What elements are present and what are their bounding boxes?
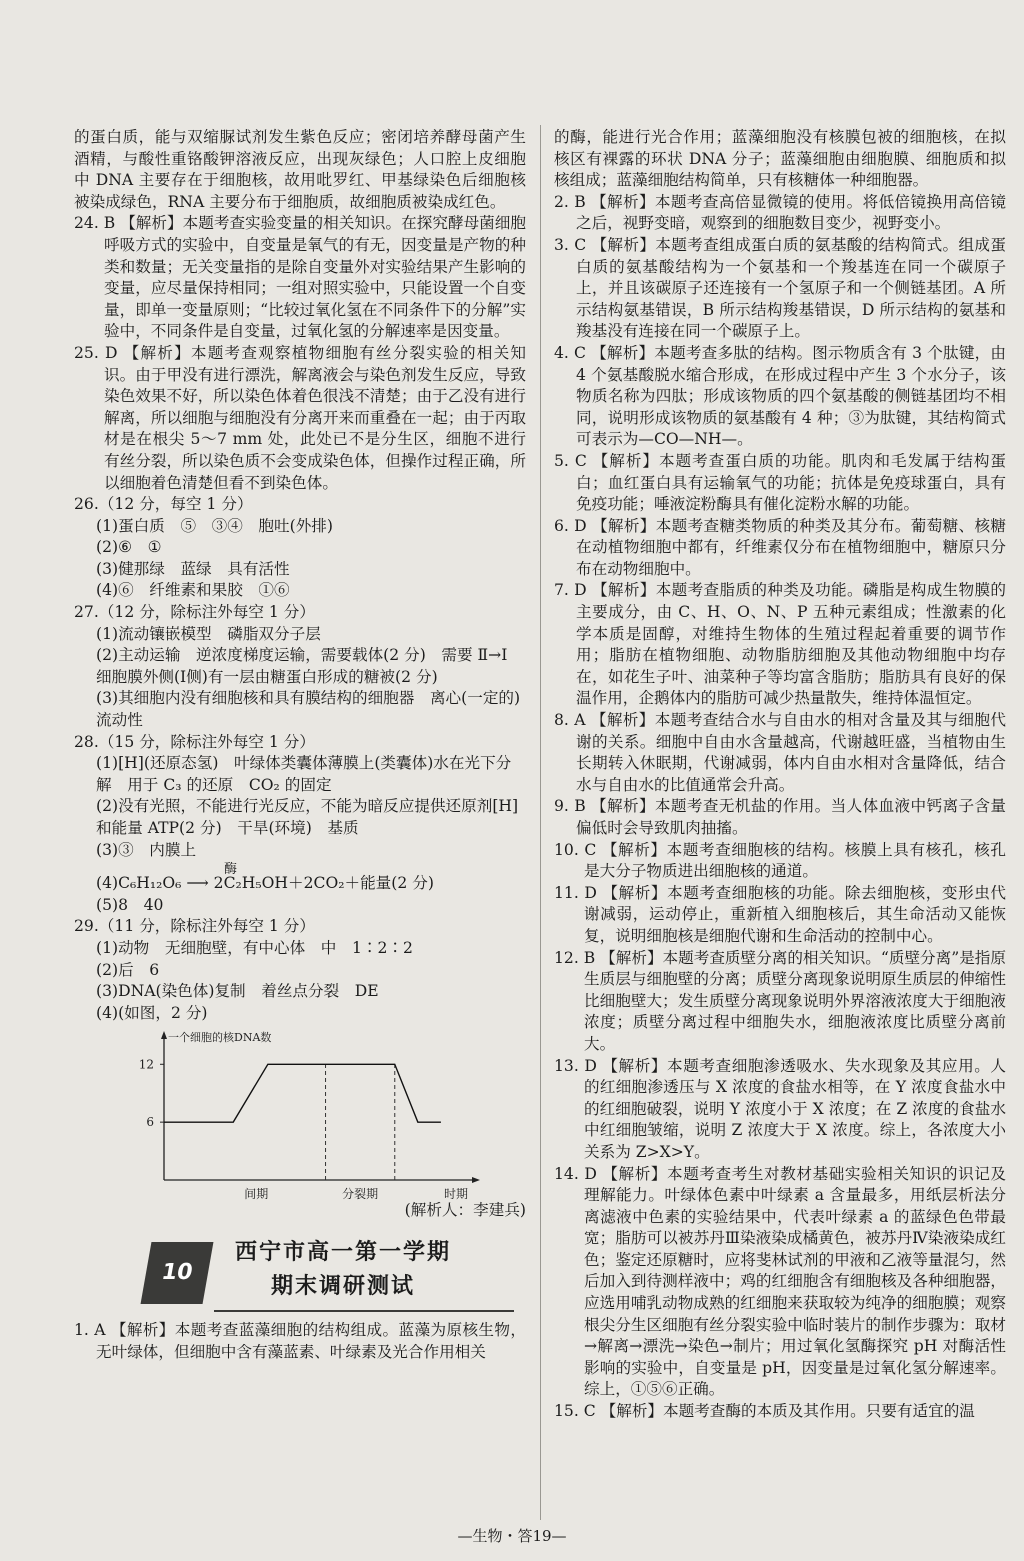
x-label-division: 分裂期 [342,1187,379,1201]
answer-29-heading: 29.（11 分，除标注外每空 1 分） [74,917,315,936]
answer-27-line: (3)其细胞内没有细胞核和具有膜结构的细胞器 离心(一定的)流动性 [96,689,521,730]
answer-9: 9. B 【解析】本题考查无机盐的作用。当人体血液中钙离子含量偏低时会导致肌肉抽搐。 [554,797,1006,837]
answer-10: 10. C 【解析】本题考查细胞核的结构。核膜上具有核孔，核孔是大分子物质进出细胞核的通道。 [554,840,1006,881]
analyst-credit: (解析人：李建兵) [404,1201,526,1220]
answer-29-line: (3)DNA(染色体)复制 着丝点分裂 DE [96,982,379,1001]
section-title-line2: 期末调研测试 [270,1273,415,1299]
answer-28-line: (3)③ 内膜上 [96,840,197,859]
answer-27-heading: 27.（12 分，除标注外每空 1 分） [74,603,315,622]
right-column [554,127,1006,1423]
section-underline [214,1310,514,1312]
answer-26-line: (2)⑥ ① [96,538,162,557]
answer-4: 4. C 【解析】本题考查多肽的结构。图示物质含有 3 个肽键，由 4 个氨基酸脱水缩合形成，在形成过程中产生 3 个水分子，该物质名称为四肽；形成该物质的四个氨基酸的侧链基团均不相同，说明形成该物质的氨基酸有 4 种；③为肽键，其结构简式可表示为—CO—NH—。 [554,343,1006,449]
left-column [74,127,526,1363]
answer-26-line: (3)健那绿 蓝绿 具有活性 [96,559,290,578]
answer-27-line: (2)主动运输 逆浓度梯度运输，需要载体(2 分) 需要 Ⅱ→Ⅰ 细胞膜外侧(Ⅰ侧)有一层由糖蛋白形成的糖被(2 分) [96,646,523,686]
answer-26-line: (1)蛋白质 ⑤ ③④ 胞吐(外排) [96,516,333,535]
answer-26-line: (4)⑥ 纤维素和果胶 ①⑥ [96,581,290,600]
dna-chart-svg [74,1030,526,1200]
section-banner [74,1236,526,1316]
answer-8: 8. A 【解析】本题考查结合水与自由水的相对含量及其与细胞代谢的关系。细胞中自由水含量越高，代谢越旺盛，当植物由生长期转入休眠期，代谢减弱，体内自由水相对含量降低，结合水与自由水的比值通常会升高。 [554,711,1006,794]
answer-29-line: (4)(如图，2 分) [96,1003,208,1022]
q1-continuation: 的酶，能进行光合作用；蓝藻细胞没有核膜包被的细胞核，在拟核区有裸露的环状 DNA 分子；蓝藻细胞由细胞膜、细胞质和拟核组成；蓝藻细胞结构简单，只有核糖体一种细胞器。 [554,128,1006,190]
answer-2: 2. B 【解析】本题考查高倍显微镜的使用。将低倍镜换用高倍镜之后，视野变暗，观察到的细胞数目变少，视野变小。 [554,192,1006,233]
answer-28-heading: 28.（15 分，除标注外每空 1 分） [74,732,315,751]
section-title-line1: 西宁市高一第一学期 [234,1239,451,1265]
answer-28-line: (1)[H](还原态氢) 叶绿体类囊体薄膜上(类囊体)水在光下分解 用于 C₃ 的还原 CO₂ 的固定 [96,754,512,794]
x-axis-arrow [472,1177,480,1183]
y-axis-arrow [161,1031,167,1039]
answer-28-line: (2)没有光照，不能进行光反应，不能为暗反应提供还原剂[H]和能量 ATP(2 分) 干旱(环境) 基质 [96,797,519,837]
y-tick-label: 6 [146,1115,154,1130]
section-number-badge: 10 [141,1242,214,1304]
enzyme-label: 酶 [224,862,238,878]
answer-5: 5. C 【解析】本题考查蛋白质的功能。肌肉和毛发属于结构蛋白；血红蛋白具有运输氧气的功能；抗体是免疫球蛋白，具有免疫功能；唾液淀粉酶具有催化淀粉水解的功能。 [554,451,1006,514]
answer-28-equation [74,861,526,895]
answer-26-heading: 26.（12 分，每空 1 分） [74,495,253,514]
x-label-interphase: 间期 [244,1187,269,1201]
answer-24: 24. B 【解析】本题考查实验变量的相关知识。在探究酵母菌细胞呼吸方式的实验中，自变量是氧气的有无，因变量是产物的种类和数量；无关变量指的是除自变量外对实验结果产生影响的变量，应尽量保持相同；一组对照实验中，只能设置一个自变量，即单一变量原则；“比较过氧化氢在不同条件下的分解”实验中，不同条件是自变量，过氧化氢的分解速率是因变量。 [74,214,526,341]
column-divider [540,125,541,1520]
dna-chart [74,1030,526,1200]
y-axis-label: 一个细胞的核DNA数 [168,1031,272,1045]
answer-1: 1. A 【解析】本题考查蓝藻细胞的结构组成。蓝藻为原核生物，无叶绿体，但细胞中含有藻蓝素、叶绿素及光合作用相关 [74,1320,526,1361]
q23-continuation: 的蛋白质，能与双缩脲试剂发生紫色反应；密闭培养酵母菌产生酒精，与酸性重铬酸钾溶液反应，出现灰绿色；人口腔上皮细胞中 DNA 主要存在于细胞核，故用吡罗红、甲基绿染色后细胞核被染成绿色，RNA 主要分布于细胞质，故细胞质被染成红色。 [74,128,526,211]
answer-7: 7. D 【解析】本题考查脂质的种类及功能。磷脂是构成生物膜的主要成分，由 C、H、O、N、P 五种元素组成；性激素的化学本质是固醇，对维持生物体的生殖过程起着重要的调节作用；脂肪在植物细胞、动物脂肪细胞及其他动物细胞中均存在，如花生子叶、油菜种子等均富含脂肪；脂肪具有良好的保温作用，企鹅体内的脂肪可减少热量散失，维持体温恒定。 [554,581,1006,708]
answer-14: 14. D 【解析】本题考查考生对教材基础实验相关知识的识记及理解能力。叶绿体色素中叶绿素 a 含量最多，用纸层析法分离滤液中色素的实验结果中，代表叶绿素 a 的蓝绿色色带最宽；脂肪可以被苏丹Ⅲ染液染成橘黄色，被苏丹Ⅳ染液染成红色；鉴定还原糖时，应将斐林试剂的甲液和乙液等量混匀，然后加入到待测样液中；鸡的红细胞含有细胞核及各种细胞器，应选用哺乳动物成熟的红细胞来获取较为纯净的细胞膜；观察根尖分生区细胞有丝分裂实验中临时装片的制作步骤为：取材→解离→漂洗→染色→制片；用过氧化氢酶探究 pH 对酶活性影响的实验中，自变量是 pH，因变量是过氧化氢分解速率。综上，①⑤⑥正确。 [554,1164,1006,1399]
section-title [218,1236,468,1304]
y-tick-label: 12 [138,1057,154,1072]
answer-28-line: (5)8 40 [96,895,164,914]
answer-25: 25. D 【解析】本题考查观察植物细胞有丝分裂实验的相关知识。由于甲没有进行漂洗，解离液会与染色剂发生反应，导致染色效果不好，所以染色体着色很浅不清楚；由于乙没有进行解离，所以细胞与细胞没有分离开来而重叠在一起；由于丙取材是在根尖 5～7 mm 处，此处已不是分生区，细胞不进行有丝分裂，所以染色质不会变成染色体，但操作过程正确，所以细胞着色清楚但看不到染色体。 [74,343,526,492]
answer-29-line: (2)后 6 [96,960,160,979]
answer-12: 12. B 【解析】本题考查质壁分离的相关知识。“质壁分离”是指原生质层与细胞壁的分离；质壁分离现象说明原生质层的伸缩性比细胞壁大；发生质壁分离现象说明外界溶液浓度大于细胞液浓度；质壁分离过程中细胞失水，细胞液浓度比质壁分离前大。 [554,948,1006,1053]
answer-13: 13. D 【解析】本题考查细胞渗透吸水、失水现象及其应用。人的红细胞渗透压与 X 浓度的食盐水相等，在 Y 浓度食盐水中的红细胞破裂，说明 Y 浓度小于 X 浓度；在 Z 浓度的食盐水中红细胞皱缩，说明 Z 浓度大于 X 浓度。综上，各浓度大小关系为 Z>X>Y。 [554,1056,1006,1161]
answer-15: 15. C 【解析】本题考查酶的本质及其作用。只要有适宜的温 [554,1402,975,1421]
answer-29-line: (1)动物 无细胞壁，有中心体 中 1∶2∶2 [96,938,413,957]
answer-27-line: (1)流动镶嵌模型 磷脂双分子层 [96,624,321,643]
answer-6: 6. D 【解析】本题考查糖类物质的种类及其分布。葡萄糖、核糖在动植物细胞中都有，纤维素仅分布在植物细胞中，糖原只分布在动物细胞中。 [554,516,1006,578]
answer-3: 3. C 【解析】本题考查组成蛋白质的氨基酸的结构简式。组成蛋白质的氨基酸结构为一个氨基和一个羧基连在同一个碳原子上，并且该碳原子还连接有一个氢原子和一个侧链基团。A 所示结构氨基错误，B 所示结构羧基错误，D 所示结构的氨基和羧基没有连接在同一个碳原子上。 [554,235,1006,341]
answer-11: 11. D 【解析】本题考查细胞核的功能。除去细胞核，变形虫代谢减弱，运动停止，重新植入细胞核后，其生命活动又能恢复，说明细胞核是细胞代谢和生命活动的控制中心。 [554,883,1006,945]
x-axis-label: 时期 [444,1187,469,1201]
fermentation-equation: (4)C₆H₁₂O₆ ⟶ 2C₂H₅OH＋2CO₂＋能量(2 分) [96,874,434,893]
page-footer: —生物・答19— [457,1527,567,1545]
dna-content-line [164,1065,441,1123]
